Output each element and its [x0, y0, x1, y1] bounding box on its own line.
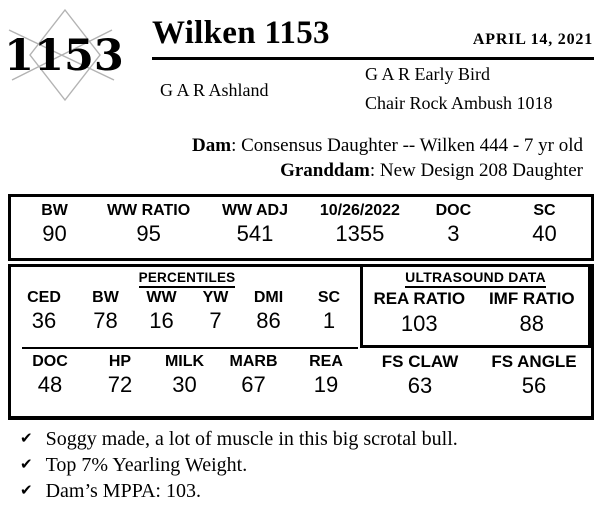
footnotes: [18, 427, 458, 505]
fs-col-claw: FS CLAW 63: [381, 352, 459, 398]
perf-col-ww-ratio: [98, 202, 199, 258]
pct-col-bw: BW 78: [92, 289, 119, 333]
performance-table: [8, 194, 594, 261]
granddam-value: : New Design 208 Daughter: [369, 160, 583, 181]
perf-col-weigh-date: [311, 202, 409, 258]
col-value: 3: [447, 221, 460, 246]
col-header: WW ADJ: [221, 202, 288, 219]
note-item: [18, 479, 458, 503]
epd-table: [8, 264, 594, 420]
perf-col-ww-adj: [199, 202, 311, 258]
perf-col-bw: [11, 202, 98, 258]
pct-col-milk: MILK 30: [164, 353, 205, 397]
ultrasound-title: ULTRASOUND DATA: [363, 269, 588, 288]
col-header: SC: [533, 202, 556, 219]
foot-score-row: [363, 353, 591, 399]
pedigree-line-1: G A R Early Bird: [365, 64, 490, 84]
col-header: 10/26/2022: [319, 202, 400, 219]
perf-col-doc: [409, 202, 498, 258]
granddam-line: [280, 160, 583, 182]
dam-line: [192, 135, 583, 157]
dam-value: : Consensus Daughter -- Wilken 444 - 7 yr old: [231, 135, 583, 156]
percentiles-title: PERCENTILES: [11, 269, 363, 288]
checkmark-icon: ✔: [20, 455, 33, 473]
percentiles-row-1: [11, 289, 363, 334]
lot-emblem: [2, 0, 130, 112]
percentiles-row-2: [11, 353, 363, 398]
pedigree-line-2: Chair Rock Ambush 1018: [365, 93, 553, 113]
note-text: Dam’s MPPA: 103.: [45, 480, 201, 502]
us-col-rea-ratio: REA RATIO 103: [373, 289, 466, 336]
pct-col-doc: DOC 48: [32, 353, 68, 397]
checkmark-icon: ✔: [20, 481, 33, 499]
pct-col-hp: HP 72: [107, 353, 133, 397]
note-text: Soggy made, a lot of muscle in this big scrotal bull.: [45, 428, 458, 450]
col-value: 1355: [335, 221, 385, 246]
sire-name: G A R Ashland: [160, 80, 269, 100]
page-title: Wilken 1153: [152, 15, 330, 51]
pct-col-ww: WW 16: [146, 289, 177, 333]
pct-col-ced: CED 36: [27, 289, 61, 333]
us-col-imf-ratio: IMF RATIO 88: [488, 289, 575, 336]
col-value: 541: [236, 221, 274, 246]
pct-col-rea: REA 19: [309, 353, 343, 397]
col-header: WW RATIO: [106, 202, 191, 219]
col-value: 95: [136, 221, 161, 246]
fs-col-angle: FS ANGLE 56: [491, 352, 577, 398]
pct-col-dmi: DMI 86: [253, 289, 284, 333]
checkmark-icon: ✔: [20, 429, 33, 447]
col-header: BW: [41, 202, 68, 219]
dam-label: Dam: [192, 135, 232, 156]
note-item: [18, 427, 458, 451]
title-rule: [152, 57, 594, 60]
col-header: DOC: [435, 202, 472, 219]
perf-col-sc: [498, 202, 591, 258]
granddam-label: Granddam: [280, 160, 370, 181]
ultrasound-row: [363, 290, 588, 337]
note-text: Top 7% Yearling Weight.: [45, 454, 248, 476]
pct-col-marb: MARB 67: [229, 353, 278, 397]
pct-col-sc: SC 1: [317, 289, 341, 333]
note-item: [18, 453, 458, 477]
percentiles-divider: [22, 347, 358, 349]
col-value: 40: [532, 221, 557, 246]
pct-col-yw: YW 7: [202, 289, 229, 333]
col-value: 90: [42, 221, 67, 246]
sale-date: APRIL 14, 2021: [472, 31, 593, 48]
ultrasound-box: [360, 264, 591, 348]
lot-number: 1153: [4, 31, 124, 81]
